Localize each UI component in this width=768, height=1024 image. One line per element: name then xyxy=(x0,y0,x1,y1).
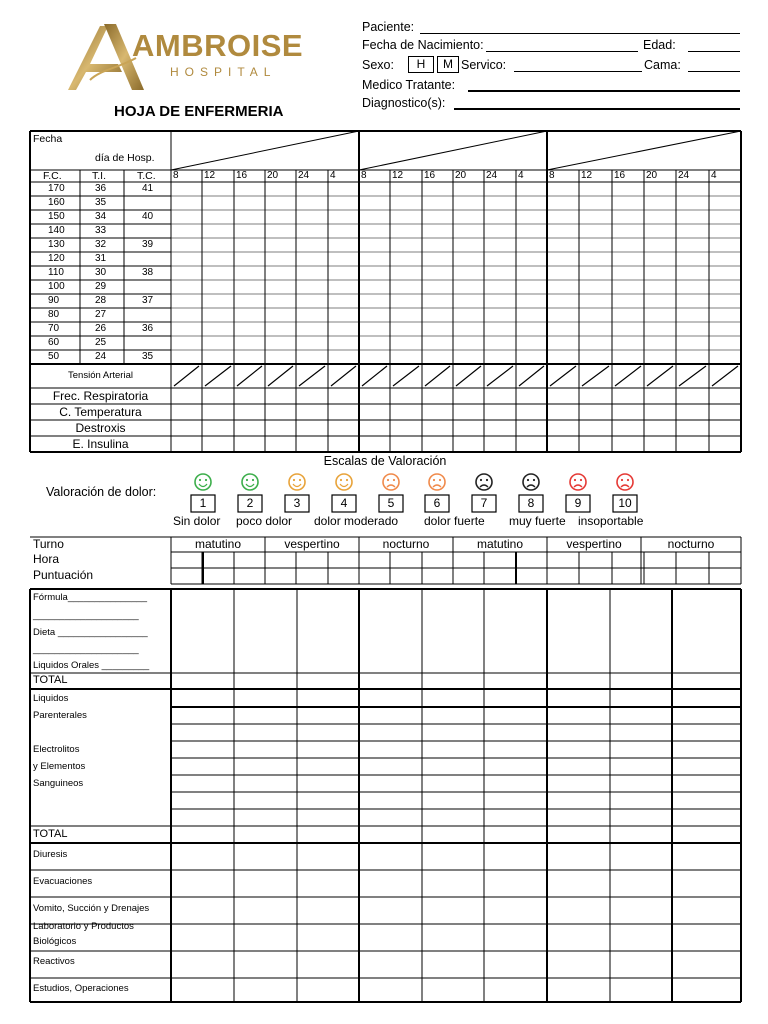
tension-diagonal xyxy=(582,366,609,386)
hour-label: 4 xyxy=(711,170,717,181)
patient-label: Paciente: xyxy=(362,20,415,34)
formula-label: Fórmula_______________ xyxy=(33,592,148,603)
hour-label: 12 xyxy=(204,170,216,181)
total-label: TOTAL xyxy=(33,674,68,686)
output-row-label: Evacuaciones xyxy=(33,876,93,887)
date-label: Fecha xyxy=(33,133,63,145)
pain-score-number: 10 xyxy=(618,496,632,510)
output-row-label: Reactivos xyxy=(33,956,75,967)
formula-blank-line: ____________________ xyxy=(33,610,139,621)
pain-face-3-icon xyxy=(289,474,305,490)
hour-label: 4 xyxy=(330,170,336,181)
ti-value: 29 xyxy=(95,281,107,292)
pain-score-number: 5 xyxy=(387,496,395,510)
fc-value: 110 xyxy=(48,267,64,278)
tension-diagonal xyxy=(362,366,387,386)
tc-value: 35 xyxy=(142,351,154,362)
pain-score-number: 4 xyxy=(340,496,348,510)
vital-row-label: C. Temperatura xyxy=(59,405,142,419)
hour-label: 8 xyxy=(361,170,367,181)
fc-value: 100 xyxy=(48,281,65,292)
hour-label: 20 xyxy=(646,170,658,181)
sex-m-box[interactable]: M xyxy=(437,56,459,73)
logo-name: AMBROISE xyxy=(132,28,304,63)
vital-row-label: Destroxis xyxy=(75,421,126,435)
pain-score-number: 3 xyxy=(293,496,301,510)
shift-name: matutino xyxy=(194,537,242,551)
output-row-label: Laboratorio y Productos xyxy=(33,921,134,932)
diet-blank-line: ____________________ xyxy=(33,644,139,655)
diagnosis-label: Diagnostico(s): xyxy=(362,96,446,110)
shift-name: nocturno xyxy=(382,537,430,551)
pain-caption: dolor moderado xyxy=(314,514,399,528)
pain-face-2-icon xyxy=(242,474,258,490)
hosp-day-label: día de Hosp. xyxy=(95,152,155,164)
tension-diagonal xyxy=(487,366,513,386)
hour-label: 16 xyxy=(424,170,436,181)
pain-face-7-icon xyxy=(476,474,492,490)
pain-score-number: 7 xyxy=(480,496,488,510)
hour-label: 24 xyxy=(298,170,310,181)
sheet-title: HOJA DE ENFERMERIA xyxy=(114,103,284,120)
ti-header: T.I. xyxy=(92,170,107,182)
fc-value: 120 xyxy=(48,253,65,264)
fc-header: F.C. xyxy=(43,170,62,182)
tension-diagonal xyxy=(550,366,576,386)
fc-value: 90 xyxy=(48,295,60,306)
tension-diagonal xyxy=(615,366,641,386)
hour-label: 24 xyxy=(486,170,498,181)
output-row-label: Biológicos xyxy=(33,936,77,947)
pain-score-number: 8 xyxy=(527,496,535,510)
ti-value: 30 xyxy=(95,267,107,278)
shift-name: nocturno xyxy=(667,537,715,551)
pain-score-number: 9 xyxy=(574,496,582,510)
tension-diagonal xyxy=(331,366,356,386)
tc-value: 40 xyxy=(142,211,154,222)
pain-caption: Sin dolor xyxy=(173,514,221,528)
blood-pressure-label: Tensión Arterial xyxy=(68,370,133,381)
fc-value: 140 xyxy=(48,225,65,236)
pain-caption: poco dolor xyxy=(236,514,293,528)
pain-face-9-icon xyxy=(570,474,586,490)
parenteral-label: Parenterales xyxy=(33,710,87,721)
ti-value: 36 xyxy=(95,183,107,194)
pain-face-8-icon xyxy=(523,474,539,490)
output-row-label: Diuresis xyxy=(33,849,68,860)
hour-label: 12 xyxy=(392,170,404,181)
elements-label: y Elementos xyxy=(33,761,86,772)
blood-label: Sanguineos xyxy=(33,778,84,789)
pain-caption: insoportable xyxy=(578,514,644,528)
ti-value: 34 xyxy=(95,211,107,222)
tension-diagonal xyxy=(712,366,738,386)
fc-value: 60 xyxy=(48,337,60,348)
fc-value: 130 xyxy=(48,239,65,250)
tension-diagonal xyxy=(299,366,325,386)
tc-value: 37 xyxy=(142,295,154,306)
tension-diagonal xyxy=(205,366,231,386)
tension-diagonal xyxy=(456,366,481,386)
pain-face-5-icon xyxy=(383,474,399,490)
day-diagonal xyxy=(171,131,359,170)
tc-value: 38 xyxy=(142,267,154,278)
hour-label: 8 xyxy=(173,170,179,181)
ti-value: 25 xyxy=(95,337,107,348)
hour-row-label: Hora xyxy=(33,552,60,566)
tension-diagonal xyxy=(679,366,706,386)
fc-value: 70 xyxy=(48,323,60,334)
pain-face-6-icon xyxy=(429,474,445,490)
pain-face-4-icon xyxy=(336,474,352,490)
fc-value: 50 xyxy=(48,351,60,362)
output-row-label: Estudios, Operaciones xyxy=(33,983,129,994)
tc-value: 41 xyxy=(142,183,154,194)
ti-value: 33 xyxy=(95,225,107,236)
pain-face-1-icon xyxy=(195,474,211,490)
bed-label: Cama: xyxy=(644,58,681,72)
vital-row-label: Frec. Respiratoria xyxy=(52,389,149,403)
ti-value: 28 xyxy=(95,295,107,306)
fc-value: 150 xyxy=(48,211,65,222)
pain-face-10-icon xyxy=(617,474,633,490)
service-label: Servico: xyxy=(461,58,507,72)
tc-value: 39 xyxy=(142,239,154,250)
diet-label: Dieta _________________ xyxy=(33,627,148,638)
pain-score-number: 1 xyxy=(199,496,207,510)
ti-value: 24 xyxy=(95,351,107,362)
sex-h-box[interactable]: H xyxy=(408,56,434,73)
pain-caption: dolor fuerte xyxy=(424,514,485,528)
doctor-label: Medico Tratante: xyxy=(362,78,456,92)
ti-value: 31 xyxy=(95,253,107,264)
age-label: Edad: xyxy=(643,38,676,52)
total2-label: TOTAL xyxy=(33,828,68,840)
hour-label: 20 xyxy=(455,170,467,181)
fc-value: 160 xyxy=(48,197,65,208)
hour-label: 24 xyxy=(678,170,690,181)
tension-diagonal xyxy=(425,366,450,386)
ti-value: 27 xyxy=(95,309,107,320)
tension-diagonal xyxy=(174,366,199,386)
birthdate-label: Fecha de Nacimiento: xyxy=(362,38,484,52)
hour-label: 20 xyxy=(267,170,279,181)
logo-subtitle: HOSPITAL xyxy=(170,65,277,79)
tension-diagonal xyxy=(647,366,673,386)
ti-value: 35 xyxy=(95,197,107,208)
hour-label: 8 xyxy=(549,170,555,181)
day-diagonal xyxy=(547,131,741,170)
pain-score-number: 6 xyxy=(433,496,441,510)
fc-value: 170 xyxy=(48,183,65,194)
shift-name: vespertino xyxy=(284,537,340,551)
electrolytes-label: Electrolitos xyxy=(33,744,80,755)
output-row-label: Vomito, Succión y Drenajes xyxy=(33,903,150,914)
shift-label: Turno xyxy=(33,537,64,551)
shift-name: matutino xyxy=(476,537,524,551)
tc-value: 36 xyxy=(142,323,154,334)
pain-score-number: 2 xyxy=(246,496,254,510)
hour-label: 16 xyxy=(614,170,626,181)
day-diagonal xyxy=(359,131,547,170)
ti-value: 32 xyxy=(95,239,107,250)
fluids-label: Liquidos xyxy=(33,693,69,704)
tension-diagonal xyxy=(237,366,262,386)
pain-scales-title: Escalas de Valoración xyxy=(323,454,447,468)
pain-assessment-label: Valoración de dolor: xyxy=(46,485,157,499)
hour-label: 12 xyxy=(581,170,593,181)
shift-name: vespertino xyxy=(566,537,622,551)
tension-diagonal xyxy=(268,366,293,386)
tc-header: T.C. xyxy=(137,170,156,182)
oral-fluids-label: Liquidos Orales _________ xyxy=(33,660,150,671)
tension-diagonal xyxy=(519,366,544,386)
score-row-label: Puntuación xyxy=(33,568,94,582)
sex-label: Sexo: xyxy=(362,58,394,72)
vital-row-label: E. Insulina xyxy=(72,437,129,451)
hour-label: 16 xyxy=(236,170,248,181)
tension-diagonal xyxy=(393,366,419,386)
ti-value: 26 xyxy=(95,323,107,334)
pain-caption: muy fuerte xyxy=(509,514,566,528)
fc-value: 80 xyxy=(48,309,60,320)
hour-label: 4 xyxy=(518,170,524,181)
